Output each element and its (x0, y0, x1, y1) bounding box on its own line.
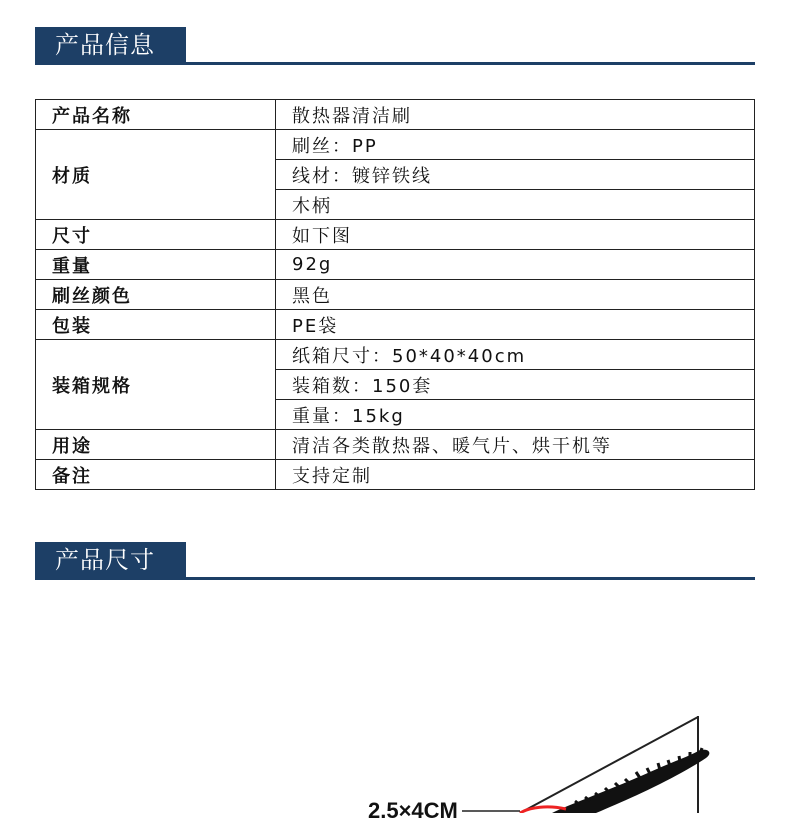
product-info-header (35, 27, 755, 65)
remark-label: 备注 (36, 460, 276, 490)
product-info-title: 产品信息 (35, 27, 186, 63)
table-row (36, 130, 755, 160)
packing-value: 重量：15kg (276, 400, 755, 430)
usage-label: 用途 (36, 430, 276, 460)
color-label: 刷丝颜色 (36, 280, 276, 310)
package-value: PE袋 (276, 310, 755, 340)
table-row (36, 100, 755, 130)
product-size-header (35, 542, 755, 580)
size-value: 如下图 (276, 220, 755, 250)
name-label: 产品名称 (36, 100, 276, 130)
packing-value: 装箱数：150套 (276, 370, 755, 400)
name-value: 散热器清洁刷 (276, 100, 755, 130)
spec-table (35, 99, 755, 490)
weight-label: 重量 (36, 250, 276, 280)
material-value: 刷丝：PP (276, 130, 755, 160)
product-size-title: 产品尺寸 (35, 542, 186, 578)
weight-value: 92g (276, 250, 755, 280)
remark-value: 支持定制 (276, 460, 755, 490)
header-rule (35, 577, 755, 580)
color-value: 黑色 (276, 280, 755, 310)
packing-label: 装箱规格 (36, 340, 276, 430)
table-row (36, 280, 755, 310)
table-row (36, 310, 755, 340)
table-row (36, 340, 755, 370)
table-row (36, 250, 755, 280)
packing-value: 纸箱尺寸：50*40*40cm (276, 340, 755, 370)
usage-value: 清洁各类散热器、暖气片、烘干机等 (276, 430, 755, 460)
product-figure (0, 600, 790, 823)
header-rule (35, 62, 755, 65)
brush-bristles (552, 750, 709, 813)
dimension-label: 2.5×4CM (368, 798, 458, 823)
material-label: 材质 (36, 130, 276, 220)
brush-illustration (0, 600, 790, 813)
package-label: 包装 (36, 310, 276, 340)
material-value: 线材：镀锌铁线 (276, 160, 755, 190)
table-row (36, 460, 755, 490)
table-row (36, 430, 755, 460)
size-label: 尺寸 (36, 220, 276, 250)
material-value: 木柄 (276, 190, 755, 220)
table-row (36, 220, 755, 250)
